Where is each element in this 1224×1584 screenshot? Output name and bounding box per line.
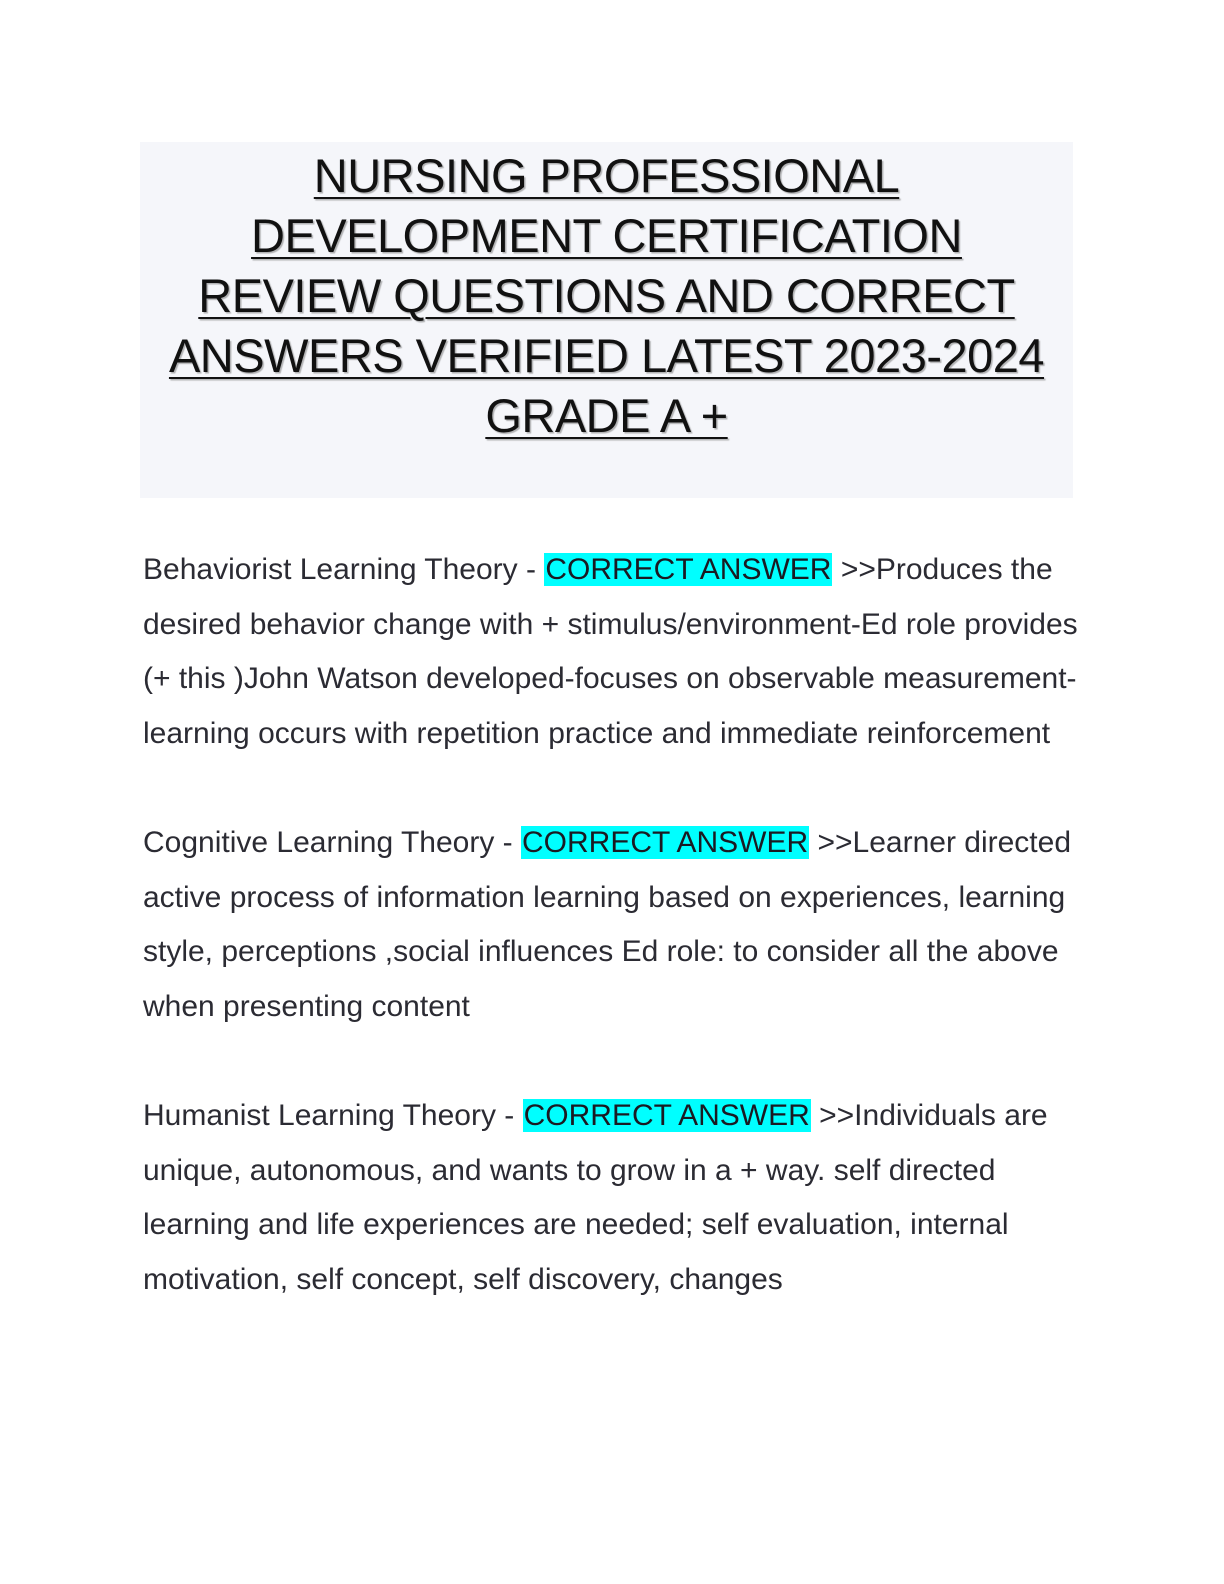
correct-answer-marker: CORRECT ANSWER xyxy=(522,826,809,859)
title-line: ANSWERS VERIFIED LATEST 2023-2024 xyxy=(168,329,1045,382)
entry-term: Cognitive Learning Theory - xyxy=(143,826,521,859)
qa-entry-behaviorist xyxy=(143,543,1078,761)
title-line: NURSING PROFESSIONAL xyxy=(313,149,900,202)
title-box xyxy=(140,142,1073,498)
entry-answer: >>Individuals are unique, autonomous, and wants to grow in a + way. self directed learning and life experiences are needed; self evaluation, internal motivation, self concept, self discovery, changes xyxy=(143,1099,1048,1296)
entry-term: Behaviorist Learning Theory - xyxy=(143,553,545,586)
qa-entry-humanist xyxy=(143,1089,1078,1307)
title-line: REVIEW QUESTIONS AND CORRECT xyxy=(198,269,1015,322)
title-line: GRADE A + xyxy=(485,389,728,442)
title-line: DEVELOPMENT CERTIFICATION xyxy=(251,209,962,262)
qa-entries xyxy=(143,543,1078,1362)
entry-answer: >>Learner directed active process of information learning based on experiences, learning style, perceptions ,social influences Ed role: to consider all the above when presenting content xyxy=(143,826,1071,1023)
entry-answer: >>Produces the desired behavior change with + stimulus/environment-Ed role provides (+ this )John Watson developed-focuses on observable measurement-learning occurs with repetition practice and immediate reinforcement xyxy=(143,553,1078,750)
document-title xyxy=(140,146,1073,446)
qa-entry-cognitive xyxy=(143,816,1078,1034)
entry-term: Humanist Learning Theory - xyxy=(143,1099,523,1132)
correct-answer-marker: CORRECT ANSWER xyxy=(523,1099,810,1132)
correct-answer-marker: CORRECT ANSWER xyxy=(545,553,832,586)
